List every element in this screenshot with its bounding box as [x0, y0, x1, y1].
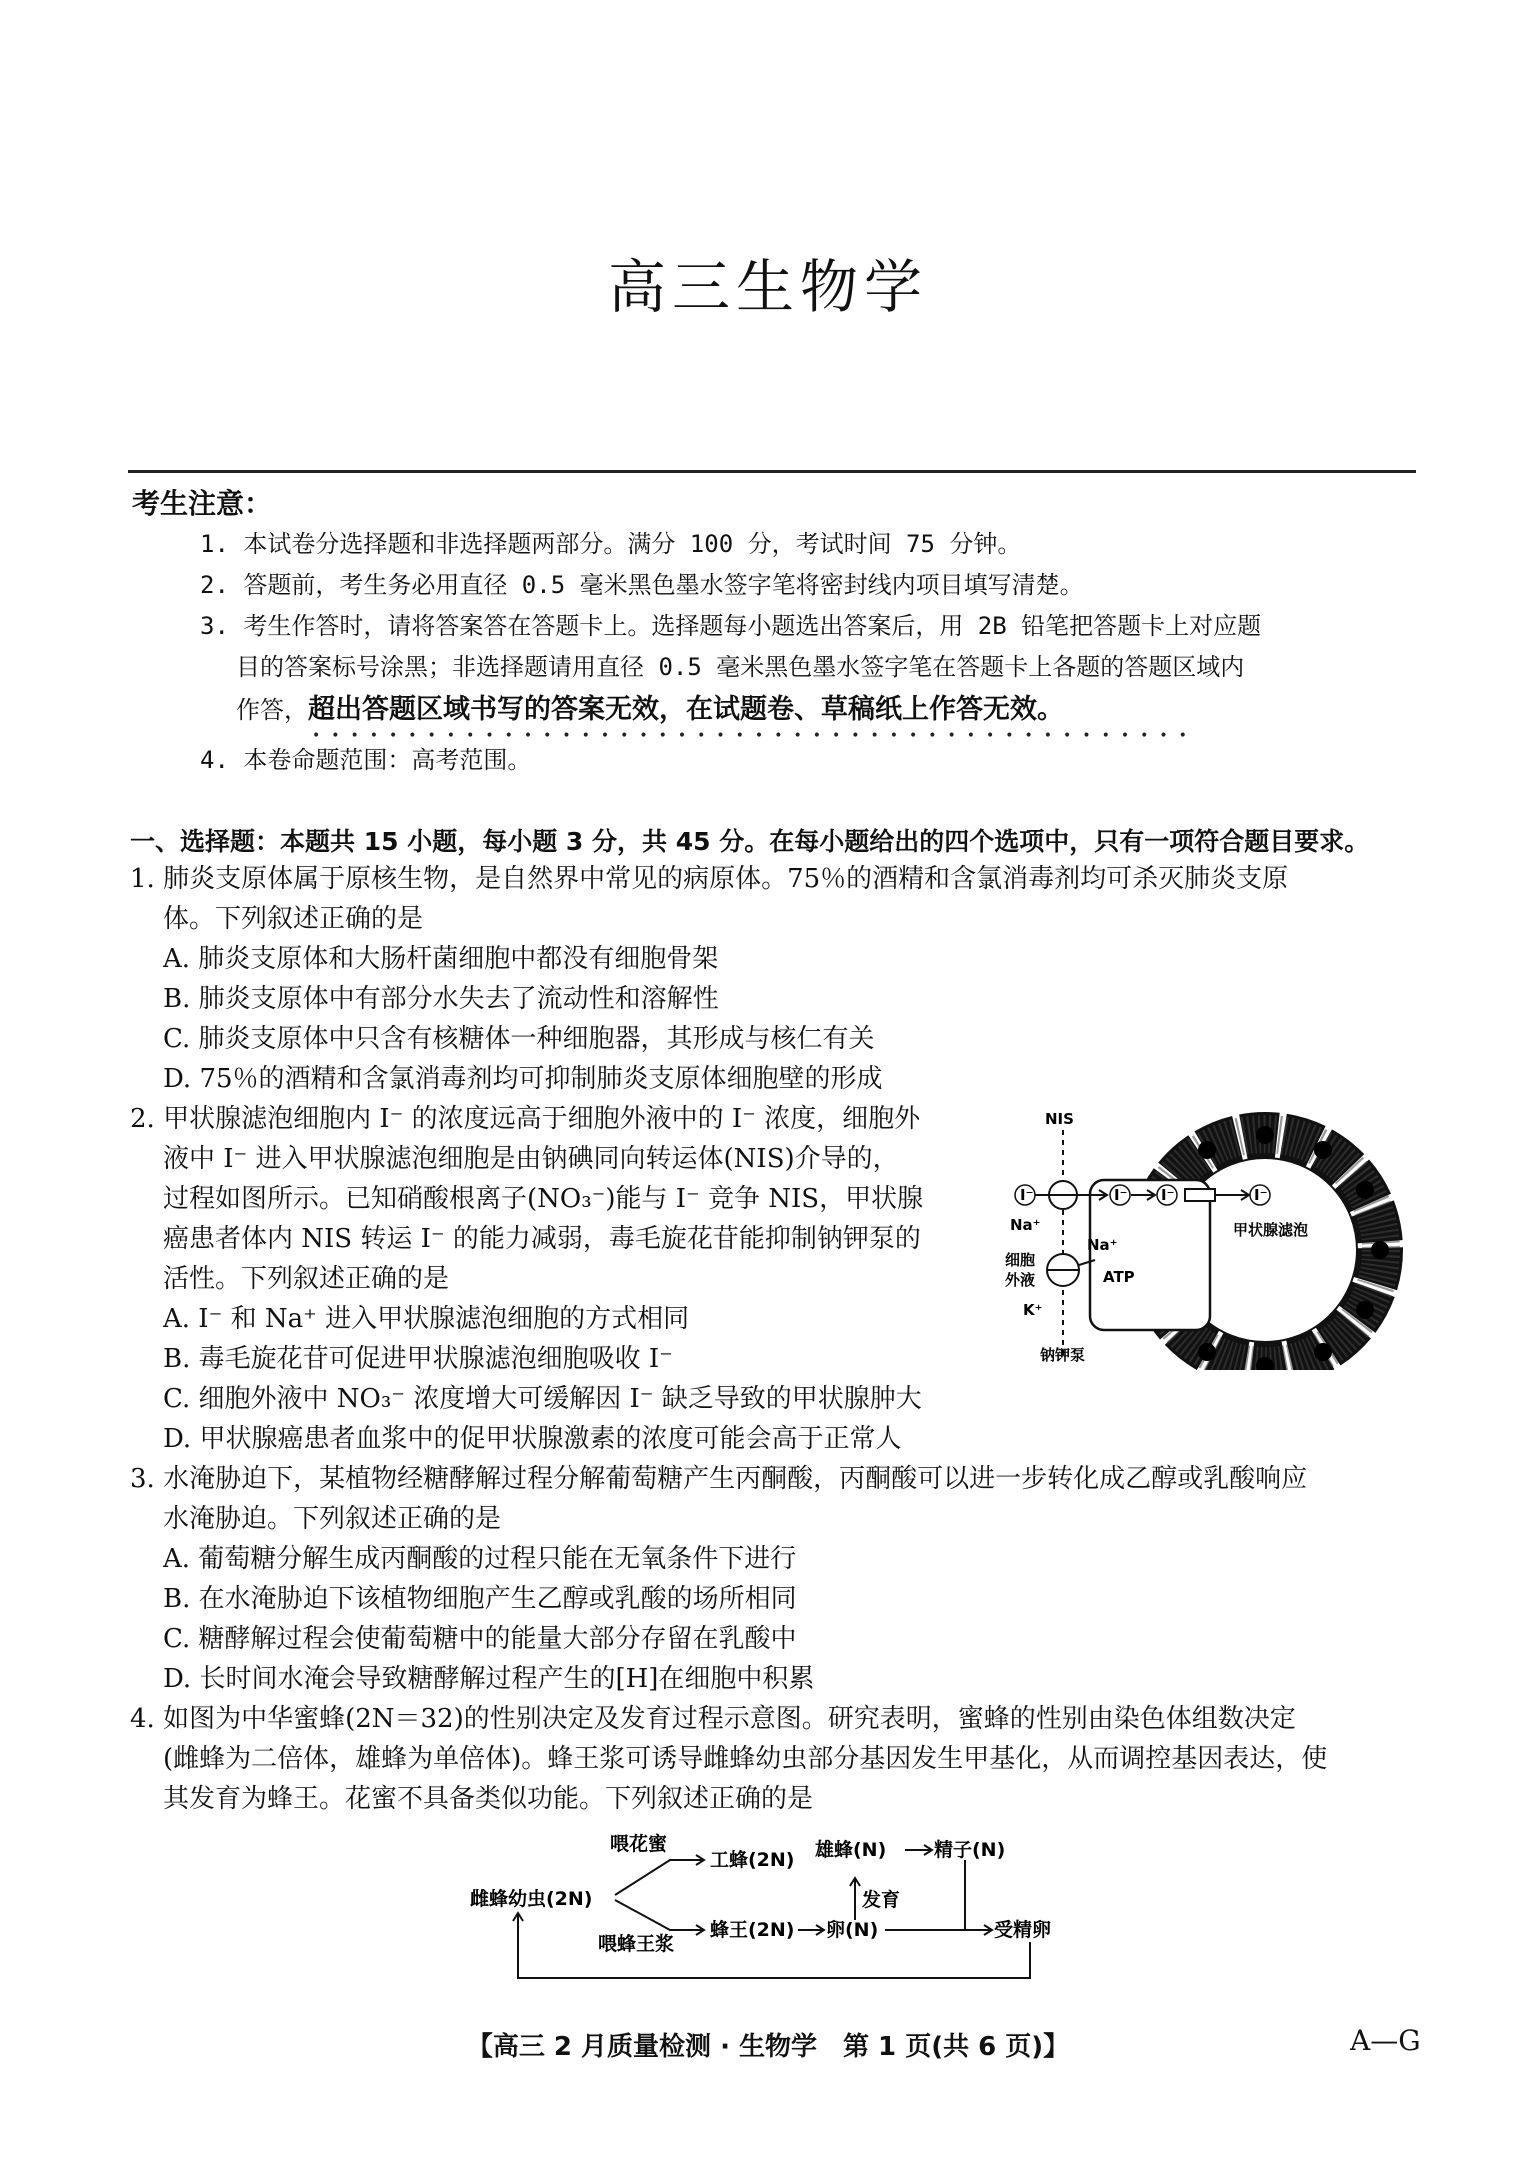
thyroid-follicle-diagram: [1005, 1110, 1425, 1370]
sodium-label-inside: Na⁺: [1087, 1236, 1118, 1254]
notice-item-1: 1. 本试卷分选择题和非选择题两部分。满分 100 分，考试时间 75 分钟。: [200, 530, 1022, 558]
q4-stem-line1: 4. 如图为中华蜜蜂(2N＝32)的性别决定及发育过程示意图。研究表明，蜜蜂的性别由染色体组数决定: [130, 1704, 1296, 1734]
q2-stem-line3: 过程如图所示。已知硝酸根离子(NO₃⁻)能与 I⁻ 竞争 NIS，甲状腺: [163, 1184, 924, 1214]
egg-label: 卵(N): [826, 1919, 879, 1941]
q3-stem-line2: 水淹胁迫。下列叙述正确的是: [163, 1504, 502, 1534]
q3-option-d: D. 长时间水淹会导致糖酵解过程产生的[H]在细胞中积累: [163, 1664, 815, 1694]
na-k-pump: [1047, 1254, 1079, 1286]
fertilized-egg-label: 受精卵: [994, 1919, 1052, 1941]
royal-jelly-label: 喂蜂王浆: [598, 1933, 675, 1955]
q2-option-b: B. 毒毛旋花苷可促进甲状腺滤泡细胞吸收 I⁻: [163, 1344, 673, 1374]
female-larva-label: 雌蜂幼虫(2N): [470, 1888, 593, 1910]
q2-stem-line4: 癌患者体内 NIS 转运 I⁻ 的能力减弱，毒毛旋花苷能抑制钠钾泵的: [163, 1224, 921, 1254]
notice-item-3-end: [236, 694, 1064, 726]
notice-item-4: 4. 本卷命题范围：高考范围。: [200, 746, 532, 774]
notice-item-3: 3. 考生作答时，请将答案答在答题卡上。选择题每小题选出答案后，用 2B 铅笔把答题卡上对应题: [200, 612, 1262, 640]
page-title: 高三生物学: [607, 253, 928, 321]
atp-label: ATP: [1103, 1268, 1135, 1286]
follicle-label: 甲状腺滤泡: [1233, 1221, 1309, 1239]
honeybee-development-diagram: [470, 1820, 1090, 1990]
worker-bee-label: 工蜂(2N): [710, 1849, 795, 1871]
notice-item-2: 2. 答题前，考生务必用直径 0.5 毫米黑色墨水签字笔将密封线内项目填写清楚。: [200, 571, 1084, 599]
iodide-ion-label-1: I⁻: [1020, 1186, 1034, 1204]
q4-stem-line2: (雌蜂为二倍体，雄蜂为单倍体)。蜂王浆可诱导雌蜂幼虫部分基因发生甲基化，从而调控基因表达，使: [163, 1744, 1328, 1774]
q4-stem-line3: 其发育为蜂王。花蜜不具备类似功能。下列叙述正确的是: [163, 1784, 814, 1814]
emphasis-dots: ••••••••••••••••••••••••••••••••••••••••••••••: [312, 728, 1198, 744]
notice-heading: 考生注意：: [132, 487, 273, 520]
q1-stem-line1: 1. 肺炎支原体属于原核生物，是自然界中常见的病原体。75％的酒精和含氯消毒剂均可杀灭肺炎支原: [130, 864, 1289, 894]
header-divider: [128, 470, 1416, 473]
q2-option-c: C. 细胞外液中 NO₃⁻ 浓度增大可缓解因 I⁻ 缺乏导致的甲状腺肿大: [163, 1384, 922, 1414]
q1-option-c: C. 肺炎支原体中只含有核糖体一种细胞器，其形成与核仁有关: [163, 1024, 875, 1054]
sodium-label-outside: Na⁺: [1010, 1216, 1041, 1234]
q2-stem-line2: 液中 I⁻ 进入甲状腺滤泡细胞是由钠碘同向转运体(NIS)介导的，: [163, 1144, 899, 1174]
notice-item-3-tail: 作答，: [236, 696, 308, 724]
page-footer: 【高三 2 月质量检测 · 生物学 第 1 页(共 6 页)】: [466, 2032, 1070, 2062]
queen-bee-label: 蜂王(2N): [710, 1919, 795, 1941]
paper-code: A—G: [1350, 2024, 1421, 2057]
iodide-ion-label-2: I⁻: [1114, 1186, 1128, 1204]
q2-stem-line1: 2. 甲状腺滤泡细胞内 I⁻ 的浓度远高于细胞外液中的 I⁻ 浓度，细胞外: [130, 1104, 921, 1134]
q1-option-b: B. 肺炎支原体中有部分水失去了流动性和溶解性: [163, 984, 719, 1014]
q1-option-a: A. 肺炎支原体和大肠杆菌细胞中都没有细胞骨架: [163, 944, 719, 974]
featured-follicle-cell: [1090, 1180, 1210, 1330]
q1-option-d: D. 75％的酒精和含氯消毒剂均可抑制肺炎支原体细胞壁的形成: [163, 1064, 883, 1094]
q1-stem-line2: 体。下列叙述正确的是: [163, 904, 424, 934]
sperm-label: 精子(N): [934, 1839, 1006, 1861]
iodide-ion-label-4: I⁻: [1254, 1186, 1268, 1204]
notice-item-3-cont: 目的答案标号涂黑；非选择题请用直径 0.5 毫米黑色墨水签字笔在答题卡上各题的答题区域内: [236, 653, 1245, 681]
q3-option-a: A. 葡萄糖分解生成丙酮酸的过程只能在无氧条件下进行: [163, 1544, 797, 1574]
notice-emphasis: 超出答题区域书写的答案无效，在试题卷、草稿纸上作答无效。: [308, 694, 1064, 725]
section-heading: 一、选择题：本题共 15 小题，每小题 3 分，共 45 分。在每小题给出的四个选项中，只有一项符合题目要求。: [130, 827, 1370, 856]
q2-option-d: D. 甲状腺癌患者血浆中的促甲状腺激素的浓度可能会高于正常人: [163, 1424, 902, 1454]
q2-stem-line5: 活性。下列叙述正确的是: [163, 1264, 450, 1294]
q3-stem-line1: 3. 水淹胁迫下，某植物经糖酵解过程分解葡萄糖产生丙酮酸，丙酮酸可以进一步转化成乙醇或乳酸响应: [130, 1464, 1308, 1494]
extracellular-label-2: 外液: [1005, 1271, 1036, 1289]
develop-label: 发育: [862, 1889, 901, 1911]
extracellular-label-1: 细胞: [1005, 1251, 1036, 1269]
q2-option-a: A. I⁻ 和 Na⁺ 进入甲状腺滤泡细胞的方式相同: [163, 1304, 690, 1334]
pump-label: 钠钾泵: [1040, 1346, 1086, 1364]
nectar-feed-label: 喂花蜜: [610, 1833, 668, 1855]
drone-label: 雄蜂(N): [815, 1839, 887, 1861]
nis-label: NIS: [1045, 1110, 1074, 1128]
q3-option-c: C. 糖酵解过程会使葡萄糖中的能量大部分存留在乳酸中: [163, 1624, 797, 1654]
iodide-ion-label-3: I⁻: [1161, 1186, 1175, 1204]
potassium-label: K⁺: [1023, 1301, 1043, 1319]
q3-option-b: B. 在水淹胁迫下该植物细胞产生乙醇或乳酸的场所相同: [163, 1584, 797, 1614]
